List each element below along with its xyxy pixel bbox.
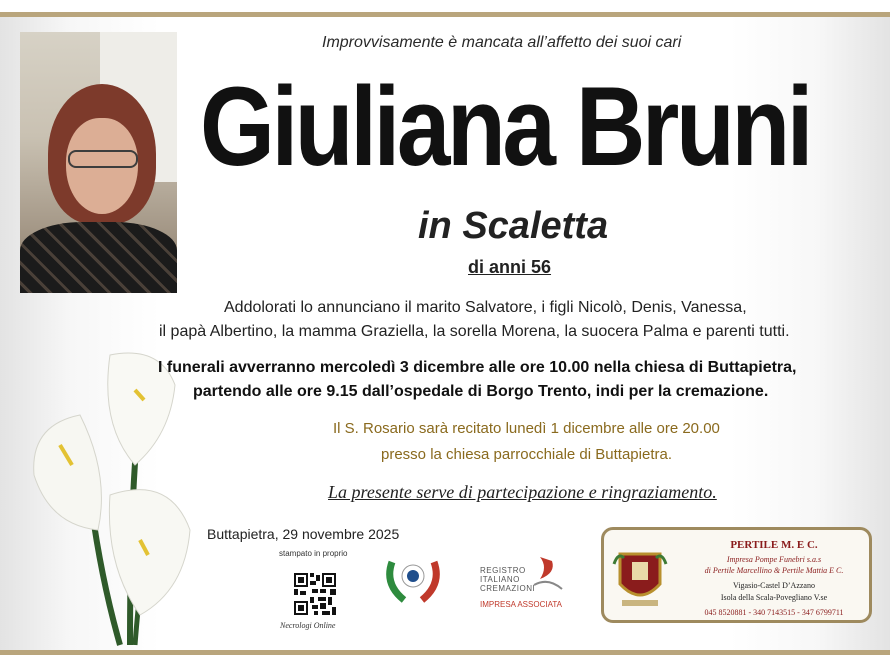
funeral-line: I funerali avverranno mercoledì 3 dicembre alle ore 10.00 nella chiesa di Buttapietra, [158, 359, 797, 376]
age-line: di anni 56 [468, 257, 552, 277]
funeral-home-type: Impresa Pompe Funebri s.a.s [726, 555, 822, 564]
registry-name: REGISTRO ITALIANO CREMAZIONI [480, 566, 536, 593]
rosary-line: Il S. Rosario sarà recitato lunedì 1 dicembre alle ore 20.00 [333, 420, 720, 437]
funeral-home-phones: 045 8520881 - 340 7143515 - 347 6799711 [704, 608, 844, 617]
place-date: Buttapietra, 29 novembre 2025 [207, 526, 400, 542]
qr-code-icon [294, 573, 336, 615]
portrait-photo [20, 32, 177, 293]
rosary-line: presso la chiesa parrocchiale di Buttapietra. [381, 446, 672, 463]
qr-caption: Necrologi Online [280, 621, 336, 630]
calla-lily-illustration [20, 345, 205, 650]
funeral-line: partendo alle ore 9.15 dall’ospedale di Borgo Trento, indi per la cremazione. [193, 383, 769, 400]
italian-flag-emblem-icon [382, 554, 444, 606]
funeral-home-address: Vigasio-Castel D’Azzano [733, 581, 815, 590]
announcement-line: Addolorati lo annunciano il marito Salvatore, i figli Nicolò, Denis, Vanessa, [224, 299, 747, 316]
registry-tag: IMPRESA ASSOCIATA [480, 600, 562, 609]
intro-line: Improvvisamente è mancata all’affetto dei suoi cari [322, 34, 682, 51]
funeral-home-name: PERTILE M. E C. [730, 539, 818, 551]
thanks-line: La presente serve di partecipazione e ringraziamento. [328, 482, 717, 502]
funeral-home-owners: di Pertile Marcellino & Pertile Mattia E C. [704, 566, 844, 575]
deceased-name: Giuliana Bruni [200, 64, 811, 189]
bottom-border [0, 650, 890, 655]
printed-note: stampato in proprio [279, 549, 348, 558]
announcement-line: il papà Albertino, la mamma Graziella, la sorella Morena, la suocera Palma e parenti tutti. [159, 323, 790, 340]
funeral-home-card [601, 527, 872, 623]
funeral-home-crest-icon [612, 544, 668, 610]
married-name: in Scaletta [418, 205, 609, 247]
funeral-home-address: Isola della Scala-Povegliano V.se [720, 593, 828, 602]
